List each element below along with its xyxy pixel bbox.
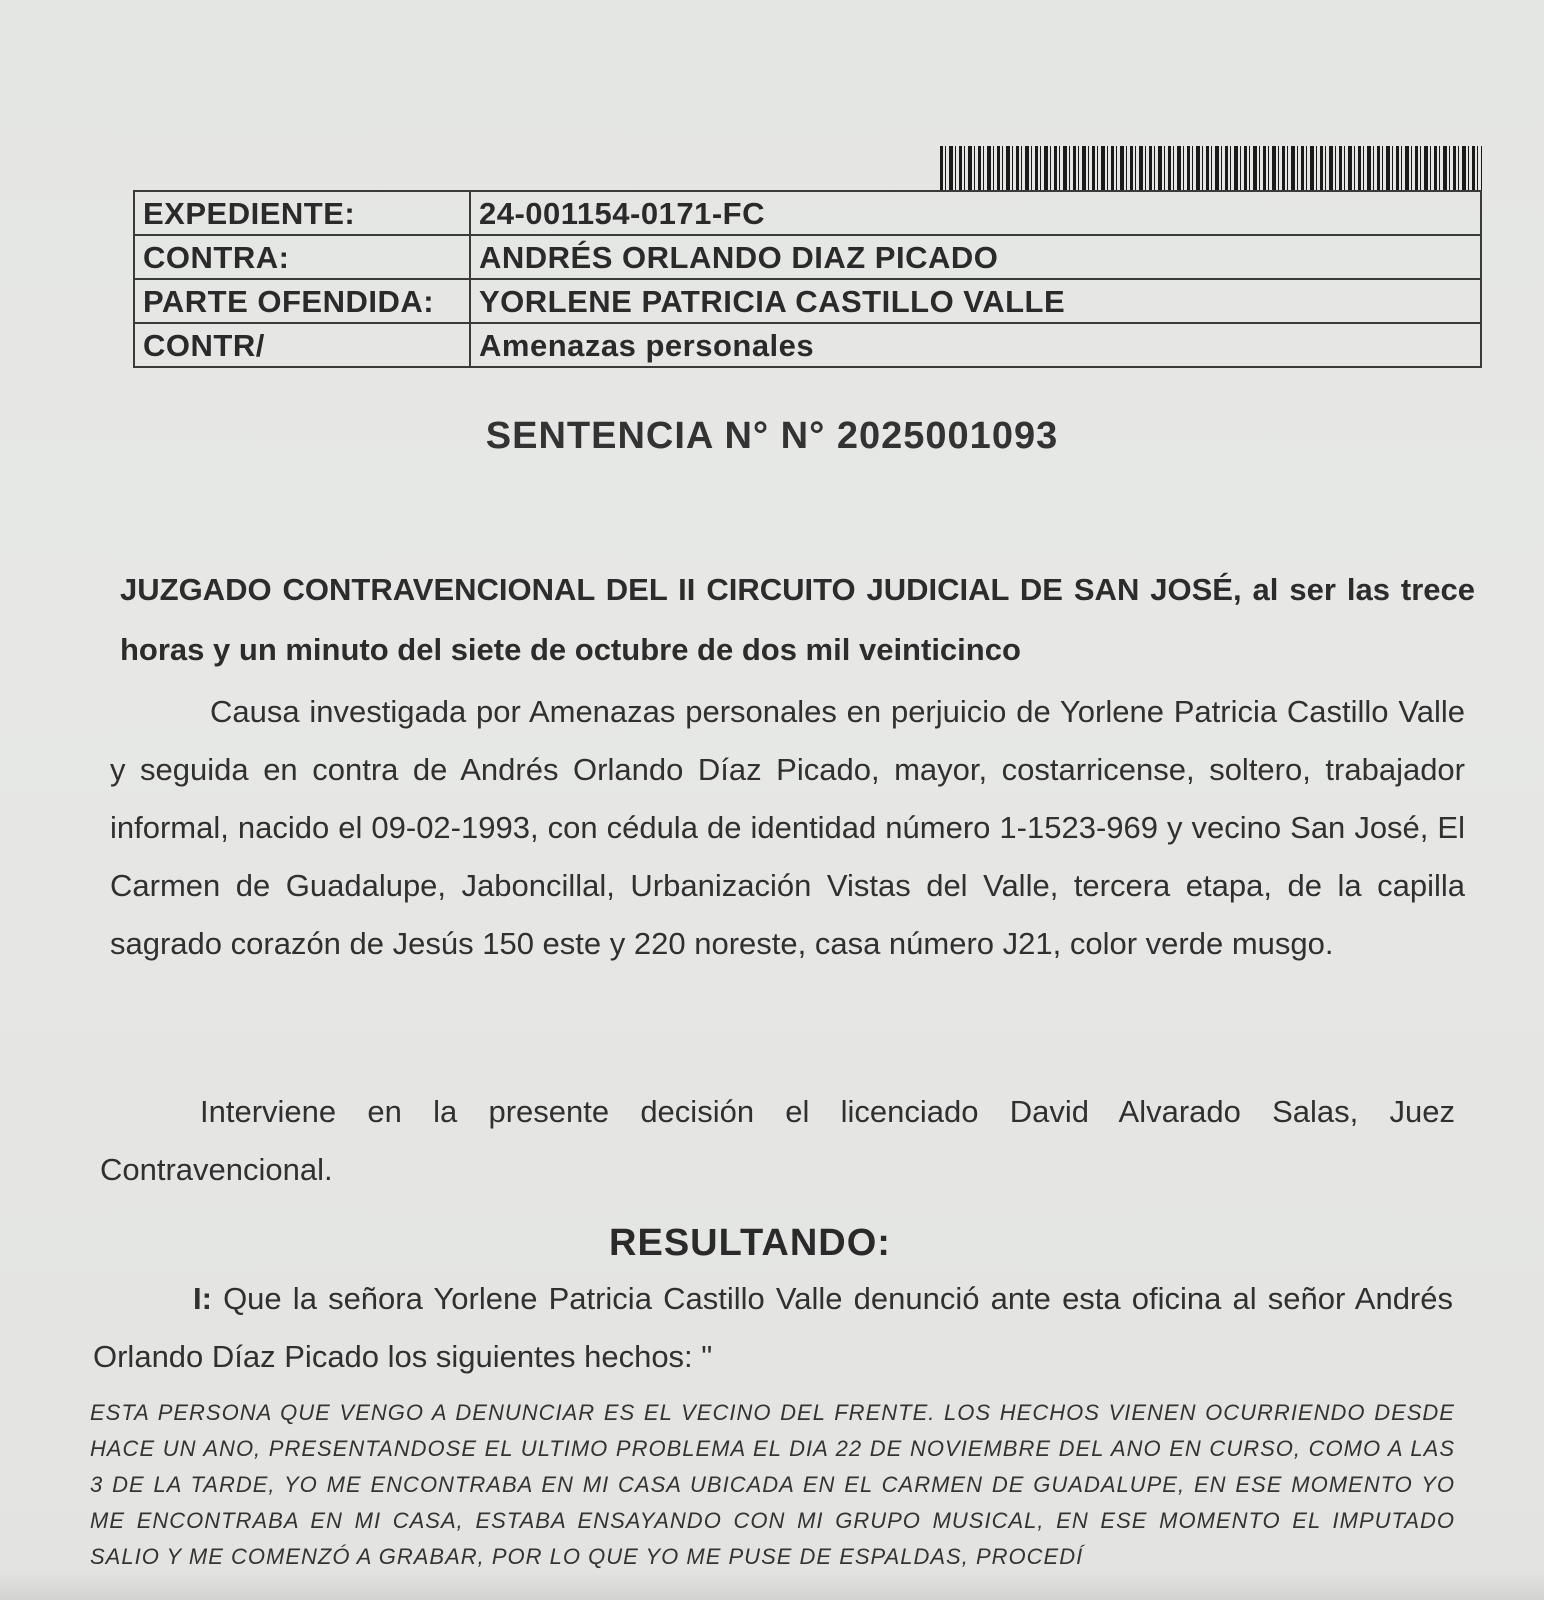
table-row bbox=[134, 323, 1481, 367]
paragraph-interviene: Interviene en la presente decisión el licenciado David Alvarado Salas, Juez Contravencional. bbox=[100, 1094, 1455, 1187]
expediente-label: EXPEDIENTE: bbox=[134, 191, 470, 235]
court-heading bbox=[120, 560, 1475, 680]
paragraph-causa: Causa investigada por Amenazas personales en perjuicio de Yorlene Patricia Castillo Valle y seguida en contra de Andrés Orlando Díaz Picado, mayor, costarricense, soltero, trabajador informal, nacido el 09-02-1993, con cédula de identidad número 1-1523-969 y vecino San José, El Carmen de Guadalupe, Jaboncillal, Urbanización Vistas del Valle, tercera etapa, de la capilla sagrado corazón de Jesús 150 este y 220 noreste, casa número J21, color verde musgo. bbox=[110, 694, 1465, 961]
court-name: JUZGADO CONTRAVENCIONAL DEL II CIRCUITO JUDICIAL DE SAN JOSÉ bbox=[120, 572, 1233, 607]
sentencia-title: SENTENCIA N° N° 2025001093 bbox=[485, 415, 1059, 457]
bottom-shadow bbox=[0, 1570, 1544, 1600]
table-row bbox=[134, 279, 1481, 323]
case-header-table bbox=[133, 190, 1482, 368]
paragraph-resultando-i bbox=[93, 1270, 1453, 1386]
parte-ofendida-label: PARTE OFENDIDA: bbox=[134, 279, 470, 323]
contravencion-label: CONTR/ bbox=[134, 323, 470, 367]
table-row bbox=[134, 191, 1481, 235]
table-row bbox=[134, 235, 1481, 279]
contra-value: ANDRÉS ORLANDO DIAZ PICADO bbox=[470, 235, 1481, 279]
quoted-complaint: ESTA PERSONA QUE VENGO A DENUNCIAR ES EL VECINO DEL FRENTE. LOS HECHOS VIENEN OCURRIENDO DESDE HACE UN ANO, PRESENTANDOSE EL ULTIMO PROBLEMA EL DIA 22 DE NOVIEMBRE DEL ANO EN CURSO, COMO A LAS 3 DE LA TARDE, YO ME ENCONTRABA EN MI CASA UBICADA EN EL CARMEN DE GUADALUPE, EN ESE MOMENTO YO ME ENCONTRABA EN MI CASA, ESTABA ENSAYANDO CON MI GRUPO MUSICAL, EN ESE MOMENTO EL IMPUTADO SALIO Y ME COMENZÓ A GRABAR, POR LO QUE YO ME PUSE DE ESPALDAS, PROCEDÍ bbox=[90, 1400, 1455, 1569]
barcode bbox=[940, 146, 1482, 192]
roman-numeral: I: bbox=[193, 1281, 212, 1316]
court-datetime: , al ser las trece horas y un minuto del siete de octubre de dos mil veinticinco bbox=[120, 572, 1476, 667]
contra-label: CONTRA: bbox=[134, 235, 470, 279]
paragraph-text: Que la señora Yorlene Patricia Castillo Valle denunció ante esta oficina al señor Andrés Orlando Díaz Picado los siguientes hechos: " bbox=[93, 1281, 1453, 1374]
resultando-title: RESULTANDO: bbox=[609, 1222, 891, 1264]
expediente-value: 24-001154-0171-FC bbox=[470, 191, 1481, 235]
parte-ofendida-value: YORLENE PATRICIA CASTILLO VALLE bbox=[470, 279, 1481, 323]
contravencion-value: Amenazas personales bbox=[470, 323, 1481, 367]
